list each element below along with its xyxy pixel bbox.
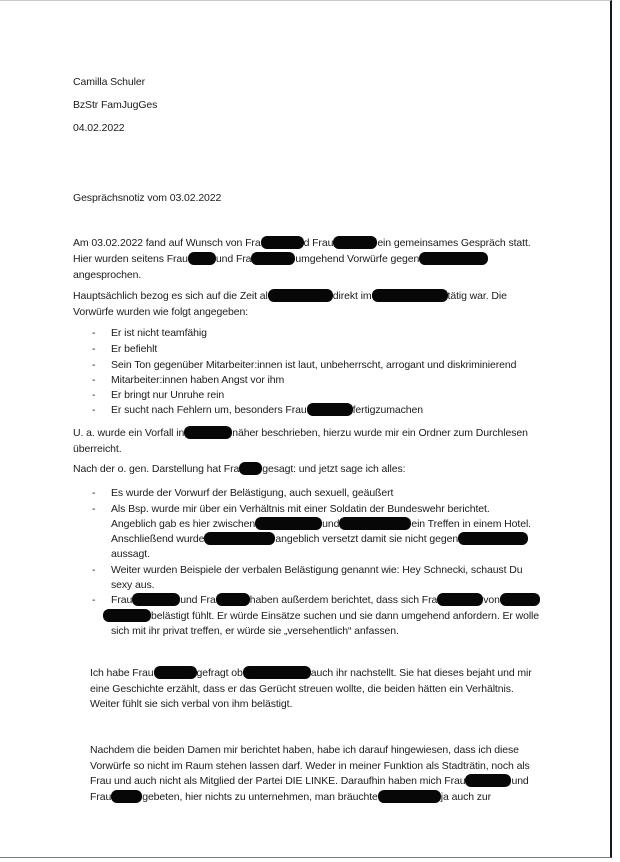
text-segment: Frau — [90, 791, 112, 803]
redaction-box — [437, 593, 483, 606]
redaction-box — [216, 593, 250, 606]
list-item-continuation: sexy aus. — [111, 579, 155, 591]
text-segment: Angeblich gab es hier zwischen — [111, 518, 256, 530]
list-item: Es wurde der Vorwurf der Belästigung, auch sexuell, geäußert — [111, 487, 394, 499]
text-segment: Ich habe Frau — [90, 667, 154, 679]
text-segment: gebeten, hier nichts zu unternehmen, man bräuchte — [142, 791, 378, 803]
text-segment: Hauptsächlich bezog es sich auf die Zeit al — [73, 290, 268, 302]
department: BzStr FamJugGes — [73, 99, 158, 111]
text-segment: Hier wurden seitens Frau — [73, 253, 188, 265]
redaction-box — [500, 593, 540, 606]
redaction-box — [458, 532, 528, 545]
redaction-box — [184, 426, 232, 439]
text-segment: auch ihr nachstellt. Sie hat dieses bejaht und mir — [310, 667, 532, 679]
bullet-dash: - — [92, 503, 96, 515]
bullet-dash: - — [92, 564, 96, 576]
redaction-box — [465, 774, 511, 787]
text-segment: angeblich versetzt damit sie nicht gegen — [275, 533, 459, 545]
memo-line — [73, 289, 507, 304]
bullet-dash: - — [92, 594, 96, 606]
redaction-box — [239, 462, 262, 475]
memo-line: eine Geschichte erzählt, dass er das Gerücht streuen wollte, die beiden hätten ein Verhältnis. — [90, 683, 514, 695]
text-segment: überreicht. — [73, 443, 122, 455]
redaction-box — [132, 593, 180, 606]
bullet-dash: - — [92, 404, 96, 416]
text-segment: fertigzumachen — [352, 404, 423, 416]
redaction-box — [372, 289, 448, 302]
list-item-continuation: sich mit ihr privat treffen, er würde sie „versehentlich“ anfassen. — [111, 625, 399, 637]
memo-line — [73, 268, 141, 283]
redaction-box — [378, 790, 441, 803]
text-segment: Er sucht nach Fehlern um, besonders Frau — [111, 404, 307, 416]
list-item — [111, 403, 423, 418]
memo-line — [73, 236, 531, 251]
text-segment: direkt im — [332, 290, 372, 302]
memo-line — [90, 790, 491, 805]
list-item: Weiter wurden Beispiele der verbalen Belästigung genannt wie: Hey Schnecki, schaust Du — [111, 564, 523, 576]
text-segment: gefragt ob — [196, 667, 243, 679]
bullet-dash: - — [92, 374, 96, 386]
memo-line: Nachdem die beiden Damen mir berichtet haben, habe ich darauf hingewiesen, dass ich diese — [90, 744, 519, 756]
redaction-box — [339, 517, 411, 530]
text-segment: und Fra — [215, 253, 252, 265]
list-item: Er bringt nur Unruhe rein — [111, 389, 225, 401]
text-segment: tätig war. Die — [447, 290, 507, 302]
text-segment: ja auch zur — [440, 791, 492, 803]
redaction-box — [255, 517, 322, 530]
text-segment: Vorwürfe wurden wie folgt angegeben: — [73, 306, 249, 318]
list-item: Als Bsp. wurde mir über ein Verhältnis mit einer Soldatin der Bundeswehr berichtet. — [111, 503, 490, 515]
redaction-box — [333, 236, 377, 249]
memo-line: Weiter fühlt sie sich verbal von ihm belästigt. — [90, 698, 293, 710]
redaction-box — [268, 289, 333, 302]
text-segment: von — [483, 594, 500, 606]
document-date: 04.02.2022 — [73, 122, 125, 134]
memo-line — [90, 774, 529, 789]
text-segment: haben außerdem berichtet, dass sich Fra — [249, 594, 438, 606]
text-segment: und Fra — [180, 594, 216, 606]
text-segment: und — [322, 518, 340, 530]
list-item: Mitarbeiter:innen haben Angst vor ihm — [111, 374, 285, 386]
memo-line — [73, 442, 122, 457]
text-segment: angesprochen. — [73, 269, 142, 281]
redaction-box — [204, 532, 275, 545]
redaction-box — [188, 252, 216, 265]
memo-line — [73, 305, 248, 320]
bullet-dash: - — [92, 359, 96, 371]
text-segment: ein gemeinsames Gespräch statt. — [377, 237, 531, 249]
text-segment: Frau und auch nicht als Mitglied der Partei DIE LINKE. Daraufhin haben mich Frau — [90, 775, 466, 787]
memo-line — [90, 666, 532, 681]
text-segment: ein Treffen in einem Hotel. — [411, 518, 532, 530]
memo-line — [73, 462, 405, 477]
list-item-continuation: aussagt. — [111, 548, 150, 560]
author-name: Camilla Schuler — [73, 76, 146, 88]
list-item: Er ist nicht teamfähig — [111, 327, 207, 339]
text-segment: belästigt fühlt. Er würde Einsätze suchen und sie dann umgehend anfordern. Er wolle — [151, 610, 540, 622]
memo-line: Vorwürfe so nicht im Raum stehen lassen darf. Weder in meiner Funktion als Stadträtin, noch als — [90, 760, 530, 772]
memo-title: Gesprächsnotiz vom 03.02.2022 — [73, 192, 222, 204]
list-item-continuation — [111, 532, 528, 547]
memo-line — [73, 426, 528, 441]
redaction-box — [419, 252, 488, 265]
bullet-dash: - — [92, 487, 96, 499]
text-segment: Anschließend wurde — [111, 533, 205, 545]
redaction-box — [111, 790, 142, 803]
bullet-dash: - — [92, 327, 96, 339]
redaction-box — [154, 666, 197, 679]
memo-line — [73, 252, 488, 267]
list-item: Sein Ton gegenüber Mitarbeiter:innen ist laut, unbeherrscht, arrogant und diskriminierend — [111, 359, 517, 371]
text-segment: näher beschrieben, hierzu wurde mir ein Ordner zum Durchlesen — [232, 427, 528, 439]
list-item — [111, 593, 540, 608]
bullet-dash: - — [92, 389, 96, 401]
list-item-continuation — [103, 609, 539, 624]
text-segment: d Frau — [303, 237, 334, 249]
list-item-continuation — [111, 517, 531, 532]
redaction-box — [261, 236, 304, 249]
redaction-box — [243, 666, 311, 679]
text-segment: Nach der o. gen. Darstellung hat Fra — [73, 463, 240, 475]
redaction-box — [103, 609, 151, 622]
text-segment: gesagt: und jetzt sage ich alles: — [262, 463, 406, 475]
redaction-box — [307, 403, 353, 416]
text-segment: und — [511, 775, 529, 787]
text-segment: Frau — [111, 594, 133, 606]
text-segment: umgehend Vorwürfe gegen — [295, 253, 420, 265]
list-item: Er befiehlt — [111, 343, 158, 355]
text-segment: Am 03.02.2022 fand auf Wunsch von Fra — [73, 237, 261, 249]
text-segment: U. a. wurde ein Vorfall in — [73, 427, 185, 439]
redaction-box — [251, 252, 295, 265]
bullet-dash: - — [92, 343, 96, 355]
